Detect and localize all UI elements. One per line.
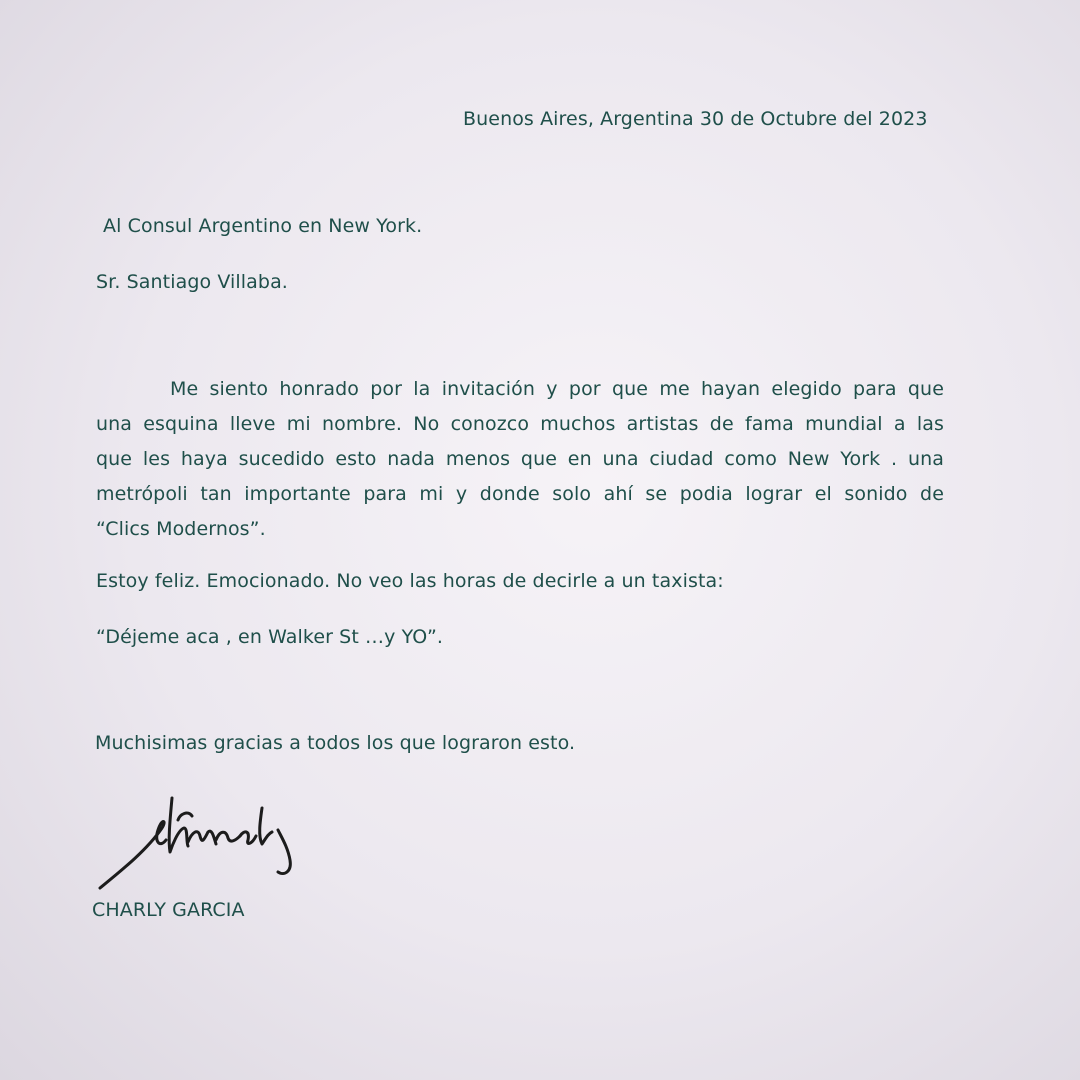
body-line: metrópoli tan importante para mi y donde solo ahí se podia lograr el sonido de [96, 483, 944, 505]
recipient-name: Sr. Santiago Villaba. [96, 271, 288, 293]
body-line: que les haya sucedido esto nada menos que en una ciudad como New York . una [96, 448, 944, 470]
body-line: Me siento honrado por la invitación y por que me hayan elegido para que [170, 378, 944, 400]
thanks-line: Muchisimas gracias a todos los que lograron esto. [95, 732, 576, 754]
body-line: una esquina lleve mi nombre. No conozco muchos artistas de fama mundial a las [96, 413, 944, 435]
recipient-line: Al Consul Argentino en New York. [103, 215, 423, 237]
quote-line: “Déjeme aca , en Walker St …y YO”. [96, 626, 444, 648]
signature-icon [92, 790, 322, 900]
date-line: Buenos Aires, Argentina 30 de Octubre del 2023 [463, 108, 928, 130]
feeling-line: Estoy feliz. Emocionado. No veo las horas de decirle a un taxista: [96, 570, 724, 592]
signer-name: CHARLY GARCIA [92, 899, 245, 921]
body-line: “Clics Modernos”. [96, 518, 266, 540]
body-paragraph [96, 372, 944, 547]
